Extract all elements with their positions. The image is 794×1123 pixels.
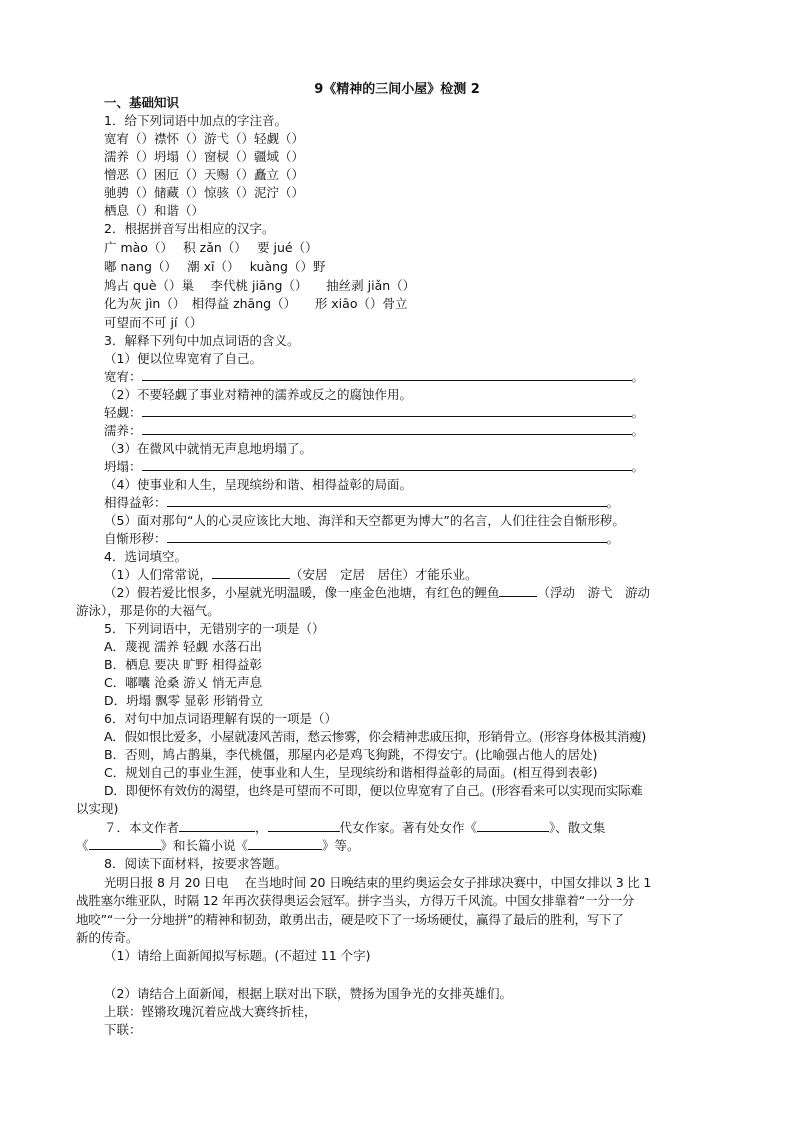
q7-line bbox=[104, 820, 605, 836]
q4-text: （安居 定居 居住）才能乐业。 bbox=[289, 567, 478, 582]
q3-answer-line bbox=[104, 423, 644, 439]
page-title: 9《精神的三间小屋》检测 2 bbox=[314, 82, 480, 97]
q3-answer-line bbox=[104, 459, 644, 475]
couplet-lower-label: 下联： bbox=[104, 1022, 142, 1037]
couplet-upper: 上联：铿锵玫瑰沉着应战大赛终折桂， bbox=[104, 1004, 317, 1019]
q6-option-continued: 以实现) bbox=[76, 801, 119, 816]
answer-blank[interactable] bbox=[142, 459, 632, 471]
section-heading: 一、基础知识 bbox=[104, 95, 180, 110]
q6-heading: 6．对句中加点词语理解有误的一项是（） bbox=[104, 711, 337, 726]
q7-text: 《 bbox=[76, 838, 89, 853]
q5-option: A．蔑视 濡养 轻觑 水落石出 bbox=[104, 639, 262, 654]
q3-sentence: （5）面对那句“人的心灵应该比大地、海洋和天空都更为博大”的名言，人们往往会自惭形秽。 bbox=[104, 513, 625, 528]
q3-sentence: （1）便以位卑宽宥了自己。 bbox=[104, 351, 262, 366]
q3-sentence: （3）在微风中就悄无声息地坍塌了。 bbox=[104, 441, 312, 456]
q1-heading: 1．给下列词语中加点的字注音。 bbox=[104, 113, 287, 128]
q5-heading: 5．下列词语中，无错别字的一项是（） bbox=[104, 621, 325, 636]
answer-blank[interactable] bbox=[477, 820, 549, 832]
q7-text: 》、散文集 bbox=[549, 820, 606, 835]
answer-label: 轻觑： bbox=[104, 405, 142, 420]
q2-row: 嘟 nang（） 潮 xī（） kuàng（）野 bbox=[104, 259, 326, 274]
answer-blank[interactable] bbox=[268, 820, 340, 832]
period: 。 bbox=[606, 531, 620, 546]
q6-option: D．即便怀有效仿的渴望，也终是可望而不可即，便以位卑宽宥了自己。(形容看来可以实现而实际难 bbox=[104, 783, 643, 798]
q6-option: A．假如恨比爱多，小屋就凄风苦雨，愁云惨雾，你会精神悲戚压抑，形销骨立。(形容身体极其消瘦) bbox=[104, 729, 647, 744]
q4-item-continued: 游泳），那是你的大福气。 bbox=[76, 603, 220, 618]
q7-text: 》和长篇小说《 bbox=[160, 838, 249, 853]
q8-passage-line: 地咬”“一分一分地拼”的精神和韧劲，敢勇出击，硬是咬下了一场场硬仗，赢得了最后的胜利，写下了 bbox=[76, 912, 624, 927]
answer-blank[interactable] bbox=[89, 838, 161, 850]
q3-answer-line bbox=[104, 531, 619, 547]
q2-heading: 2．根据拼音写出相应的汉字。 bbox=[104, 221, 275, 236]
q7-line bbox=[76, 838, 360, 854]
q2-row: 化为灰 jìn（） 相得益 zhāng（） 形 xiāo（）骨立 bbox=[104, 296, 408, 311]
q6-option: B．否则，鸠占鹊巢，李代桃僵，那屋内必是鸡飞狗跳，不得安宁。(比喻强占他人的居处) bbox=[104, 747, 598, 762]
q4-text: （1）人们常常说， bbox=[104, 567, 212, 582]
q3-heading: 3．解释下列句中加点词语的含义。 bbox=[104, 333, 300, 348]
q8-subquestion: （2）请结合上面新闻，根据上联对出下联，赞扬为国争光的女排英雄们。 bbox=[104, 986, 512, 1001]
answer-blank[interactable] bbox=[167, 495, 607, 507]
q3-sentence: （4）使事业和人生，呈现缤纷和谐、相得益彰的局面。 bbox=[104, 477, 412, 492]
q5-option: B．栖息 要决 旷野 相得益彰 bbox=[104, 657, 262, 672]
answer-blank[interactable] bbox=[167, 531, 607, 543]
q4-text: （浮动 游弋 游动 bbox=[537, 585, 650, 600]
q7-text: 代女作家。著有处女作《 bbox=[339, 820, 478, 835]
q7-text: ， bbox=[255, 820, 268, 835]
period: 。 bbox=[631, 459, 645, 474]
q1-row: 驰骋（）储藏（）惊骇（）泥泞（） bbox=[104, 185, 305, 200]
answer-label: 濡养： bbox=[104, 423, 142, 438]
answer-label: 宽宥： bbox=[104, 369, 142, 384]
answer-blank[interactable] bbox=[142, 423, 632, 435]
q5-option: D．坍塌 飘零 显彰 形销骨立 bbox=[104, 693, 264, 708]
answer-blank[interactable] bbox=[142, 405, 632, 417]
answer-blank[interactable] bbox=[248, 838, 322, 850]
answer-label: 坍塌： bbox=[104, 459, 142, 474]
q7-text: ７．本文作者 bbox=[104, 820, 180, 835]
q3-answer-line bbox=[104, 369, 644, 385]
q5-option: C．嘟囔 沧桑 游乂 悄无声息 bbox=[104, 675, 263, 690]
q8-heading: 8．阅读下面材料，按要求答题。 bbox=[104, 856, 287, 871]
q3-sentence: （2）不要轻觑了事业对精神的濡养或反之的腐蚀作用。 bbox=[104, 387, 412, 402]
q3-answer-line bbox=[104, 405, 644, 421]
answer-blank[interactable] bbox=[142, 369, 632, 381]
q3-answer-line bbox=[104, 495, 619, 511]
answer-blank[interactable] bbox=[179, 820, 255, 832]
q8-passage-line: 新的传奇。 bbox=[76, 930, 139, 945]
q8-passage-line: 战胜塞尔维亚队，时隔 12 年再次获得奥运会冠军。拼字当头，方得万千风流。中国女排靠着“一分一分 bbox=[76, 893, 635, 908]
q1-row: 宽宥（）襟怀（）游弋（）轻觑（） bbox=[104, 131, 305, 146]
period: 。 bbox=[631, 369, 645, 384]
q2-row: 鸠占 què（）巢 李代桃 jiāng（） 抽丝剥 jiǎn（） bbox=[104, 278, 416, 293]
period: 。 bbox=[631, 405, 645, 420]
period: 。 bbox=[606, 495, 620, 510]
q8-subquestion: （1）请给上面新闻拟写标题。(不超过 11 个字) bbox=[104, 948, 371, 963]
q4-heading: 4．选词填空。 bbox=[104, 549, 187, 564]
answer-label: 相得益彰： bbox=[104, 495, 167, 510]
q2-row: 广 mào（） 积 zǎn（） 要 jué（） bbox=[104, 240, 318, 255]
period: 。 bbox=[631, 423, 645, 438]
q4-text: （2）假若爱比恨多，小屋就光明温暖，像一座金色池塘，有红色的鲤鱼 bbox=[104, 585, 500, 600]
q1-row: 憎恶（）困厄（）天赐（）矗立（） bbox=[104, 167, 305, 182]
q1-row: 濡养（）坍塌（）窗棂（）疆域（） bbox=[104, 149, 305, 164]
q8-passage-line: 光明日报 8 月 20 日电 在当地时间 20 日晚结束的里约奥运会女子排球决赛中，中国女排以 3 比 1 bbox=[104, 875, 652, 890]
answer-label: 自惭形秽： bbox=[104, 531, 167, 546]
answer-blank[interactable] bbox=[499, 585, 537, 597]
q6-option: C．规划自己的事业生涯，使事业和人生，呈现缤纷和谐相得益彰的局面。(相互得到表彰) bbox=[104, 765, 598, 780]
answer-blank[interactable] bbox=[212, 567, 290, 579]
q7-text: 》等。 bbox=[322, 838, 360, 853]
q2-row: 可望而不可 jí（） bbox=[104, 315, 203, 330]
q4-item bbox=[104, 567, 477, 583]
q4-item bbox=[104, 585, 650, 601]
q1-row: 栖息（）和谐（） bbox=[104, 203, 205, 218]
